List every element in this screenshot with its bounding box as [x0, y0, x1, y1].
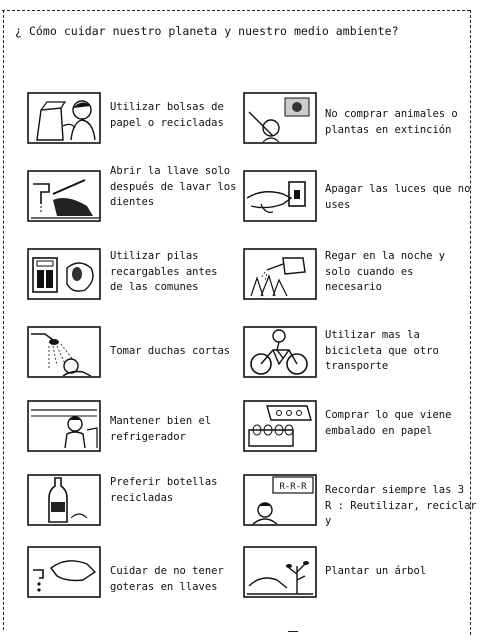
tip-caption-line: dientes	[110, 196, 155, 208]
refrigerator-icon	[27, 400, 101, 452]
tip-caption-line: Abrir la llave solo	[110, 165, 231, 177]
paper-bag-icon	[27, 92, 101, 144]
tip-caption-line: goteras en llaves	[110, 580, 218, 593]
tip-caption-line: Mantener bien el	[110, 415, 212, 427]
tip-caption-line: No comprar animales o	[325, 108, 458, 120]
tip-caption-line: Tomar duchas cortas	[110, 345, 231, 357]
tip-caption-line: papel o recicladas	[110, 116, 224, 129]
rrr-sign-icon	[243, 474, 317, 526]
tip-caption-line: Utilizar pilas	[110, 250, 199, 262]
tip-caption-line: Cuidar de no tener	[110, 565, 224, 577]
tip-caption-line: Plantar un árbol	[325, 565, 427, 577]
light-switch-icon	[243, 170, 317, 222]
tip-caption-line: de las comunes	[110, 281, 199, 293]
tip-caption-line: recicladas	[110, 491, 174, 504]
bicycle-icon	[243, 326, 317, 378]
tip-caption-line: R : Reutilizar, reciclar	[325, 499, 477, 512]
shower-icon	[27, 326, 101, 378]
planting-tree-icon	[243, 546, 317, 598]
tip-caption-line: refrigerador	[110, 430, 186, 443]
faucet-brushing-icon	[27, 170, 101, 222]
tip-caption-line: y	[325, 515, 332, 527]
rrr-sign-label: R-R-R	[279, 482, 307, 492]
tip-caption-line: Comprar lo que viene	[325, 409, 452, 421]
tip-caption-line: bicicleta que otro	[325, 344, 439, 357]
egg-carton-icon	[243, 400, 317, 452]
tip-caption-line: Utilizar mas la	[325, 329, 420, 341]
worksheet-title: ¿ Cómo cuidar nuestro planeta y nuestro medio ambiente?	[15, 24, 399, 38]
tip-caption-line: Recordar siempre las 3	[325, 484, 465, 496]
tip-caption-line: recargables antes	[110, 265, 218, 278]
dashed-border-right	[470, 10, 471, 635]
tip-caption-line: Apagar las luces que no	[325, 183, 471, 195]
recycled-bottle-icon	[27, 474, 101, 526]
tip-caption-line: Preferir botellas	[110, 476, 218, 488]
tip-caption-line: Utilizar bolsas de	[110, 101, 224, 113]
tip-caption-line: transporte	[325, 360, 389, 372]
tip-caption-line: uses	[325, 198, 351, 211]
tip-caption-line: solo cuando es	[325, 265, 414, 278]
tip-caption-line: necesario	[325, 281, 382, 293]
tip-caption-line: después de lavar los	[110, 180, 237, 193]
page-mark	[288, 631, 298, 632]
watering-can-icon	[243, 248, 317, 300]
dripping-tap-icon	[27, 546, 101, 598]
tip-caption-line: Regar en la noche y	[325, 250, 446, 262]
endangered-animal-icon	[243, 92, 317, 144]
dashed-border-left	[3, 10, 4, 630]
tip-caption-line: embalado en papel	[325, 424, 433, 437]
tip-caption-line: plantas en extinción	[325, 123, 452, 136]
dashed-border-top	[2, 10, 470, 11]
rechargeable-battery-icon	[27, 248, 101, 300]
